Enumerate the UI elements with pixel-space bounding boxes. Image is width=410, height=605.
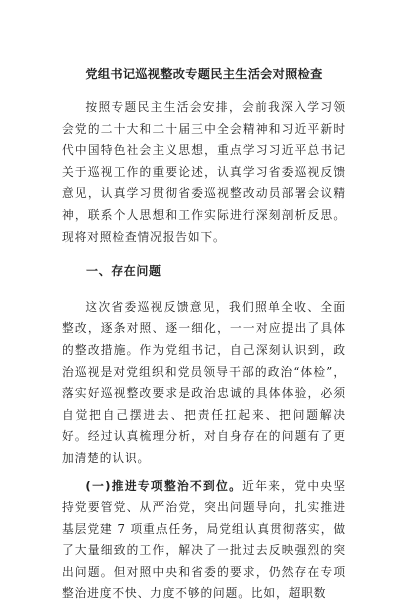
subsection-text: 近年来，党中央坚持党要管党、从严治党，突出问题导向，扎实推进基层党建 7 项重点任务，局党组认真贯彻落实，做了大量细致的工作，解决了一批过去反映强烈的突出问题。但对照中央和省委的要求，仍然存在专项整治进度不快、力度不够的问题。比如，超职数 [62,479,346,601]
subsection-heading: (一)推进专项整治不到位。 [85,479,242,493]
subsection-paragraph [62,476,346,605]
intro-paragraph: 按照专题民主生活会安排，会前我深入学习领会党的二十大和二十届三中全会精神和习近平新时代中国特色社会主义思想，重点学习习近平总书记关于巡视工作的重要论述，认真学习省委巡视反馈意见，认真学习贯彻省委巡视整改动员部署会议精神，联系个人思想和工作实际进行深刻剖析反思。现将对照检查情况报告如下。 [62,97,346,248]
section-paragraph: 这次省委巡视反馈意见，我们照单全收、全面整改，逐条对照、逐一细化，一一对应提出了具体的整改措施。作为党组书记，自己深刻认识到，政治巡视是对党组织和党员领导干部的政治“体检”，落实好巡视整改要求是政治忠诚的具体体验，必须自觉把自己摆进去、把责任扛起来、把问题解决好。经过认真梳理分析，对自身存在的问题有了更加清楚的认识。 [62,297,346,470]
document-title: 党组书记巡视整改专题民主生活会对照检查 [62,66,346,82]
section-heading: 一、存在问题 [62,261,346,283]
